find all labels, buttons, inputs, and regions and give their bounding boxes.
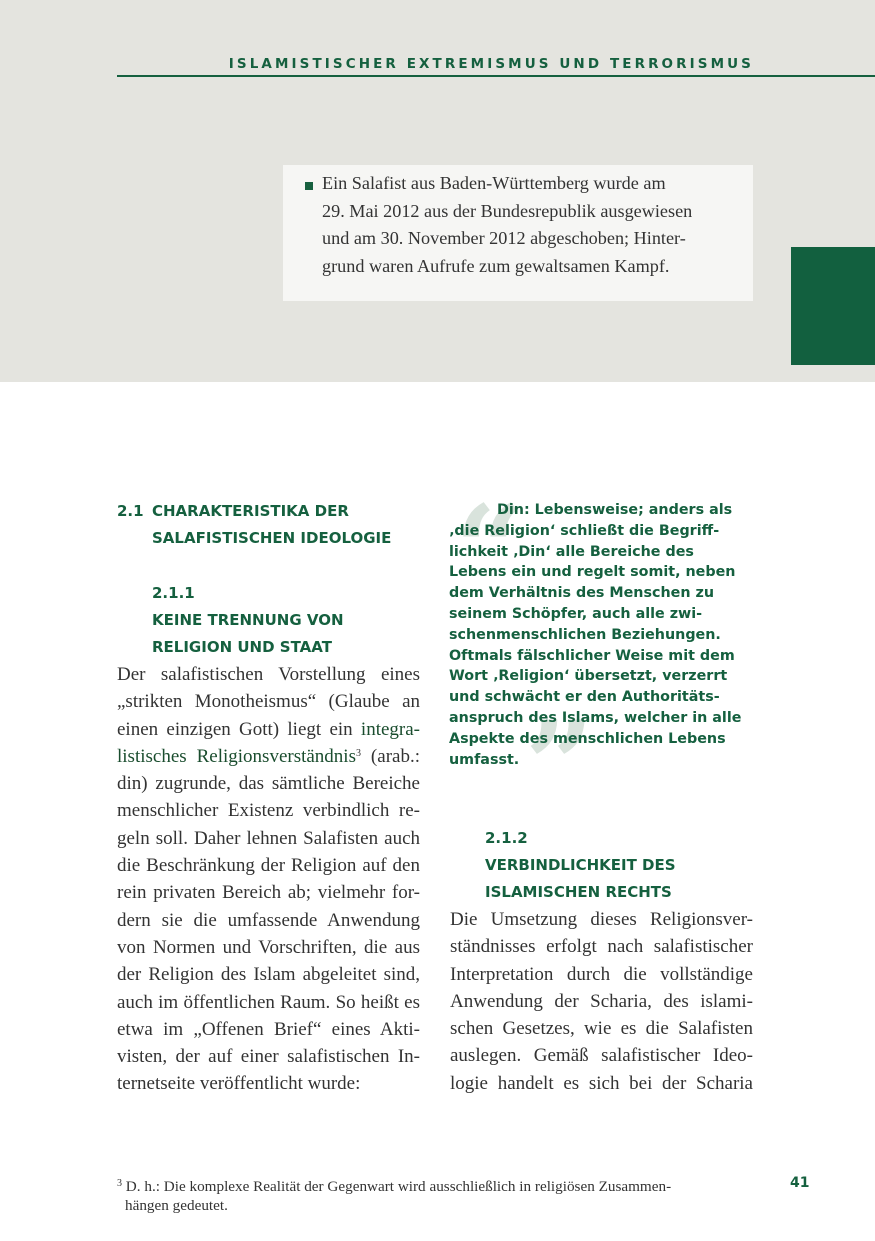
body-line: Die Umsetzung dieses Religionsver-	[450, 909, 753, 930]
right-column-body	[450, 906, 753, 1097]
body-line: menschlicher Existenz verbindlich re-	[117, 800, 420, 822]
body-line: din) zugrunde, das sämtliche Bereiche	[117, 773, 420, 795]
body-line: der Religion des Islam abgeleitet sind,	[117, 964, 420, 986]
section-title-2-1-2-line1: VERBINDLICHKEIT DES	[485, 856, 676, 874]
body-line: visten, der auf einer salafistischen In-	[117, 1046, 420, 1068]
section-title-2-1-line1: CHARAKTERISTIKA DER	[152, 502, 349, 520]
body-line: schen Gesetzes, wie es die Salafisten	[450, 1018, 753, 1040]
quote-line: Aspekte des menschlichen Lebens	[449, 730, 726, 747]
footnote-reference: 3	[355, 747, 361, 759]
quote-line: Oftmals fälschlicher Weise mit dem	[449, 647, 735, 664]
body-line: Der salafistischen Vorstellung eines	[117, 664, 420, 685]
quote-line: Wort ‚Religion‘ übersetzt, verzerrt	[449, 668, 728, 685]
footnote	[117, 1174, 757, 1215]
body-line: „strikten Monotheismus“ (Glaube an	[117, 691, 420, 713]
footnote-line	[117, 1174, 757, 1196]
info-line: 29. Mai 2012 aus der Bundesrepublik ausgewiesen	[322, 200, 693, 221]
body-line: ternetseite veröffentlicht wurde:	[117, 1073, 361, 1095]
quote-line: lichkeit ‚Din‘ alle Bereiche des	[449, 543, 694, 560]
section-number-2-1: 2.1	[117, 502, 144, 520]
quote-line: dem Verhältnis des Menschen zu	[449, 585, 714, 602]
glossary-term: integra-	[360, 718, 420, 740]
body-line: etwa im „Offenen Brief“ eines Akti-	[117, 1018, 420, 1040]
section-title-2-1-1-line2: RELIGION UND STAAT	[152, 638, 332, 656]
quote-line: Lebens ein und regelt somit, neben	[449, 564, 736, 581]
body-line: rein privaten Bereich ab; vielmehr for-	[117, 882, 420, 904]
section-title-2-1-2-line2: ISLAMISCHEN RECHTS	[485, 883, 672, 901]
info-box	[283, 165, 753, 301]
running-header: ISLAMISTISCHER EXTREMISMUS UND TERRORISMUS	[228, 56, 754, 72]
section-title-2-1-line2: SALAFISTISCHEN IDEOLOGIE	[152, 529, 392, 547]
glossary-term: listisches Religionsverständnis	[117, 745, 356, 767]
quote-line: ‚die Religion‘ schließt die Begriff-	[449, 522, 720, 539]
section-title-2-1-1-line1: KEINE TRENNUNG VON	[152, 611, 344, 629]
body-line: ständnisses erfolgt nach salafistischer	[450, 936, 753, 958]
info-line: und am 30. November 2012 abgeschoben; Hinter-	[322, 228, 686, 248]
footnote-line: hängen gedeutet.	[125, 1197, 228, 1214]
quote-line: Din: Lebensweise; anders als	[497, 502, 733, 518]
quote-text	[449, 500, 759, 770]
footnote-text: D. h.: Die komplexe Realität der Gegenwart wird ausschließlich in religiösen Zusammen-	[125, 1178, 672, 1195]
body-line-part: einen einzigen Gott) liegt ein	[117, 718, 361, 740]
quote-line: seinem Schöpfer, auch alle zwi-	[449, 605, 703, 622]
glossary-quote	[449, 479, 759, 836]
body-line: die Beschränkung der Religion auf den	[117, 855, 420, 877]
body-line: auch im öffentlichen Raum. So heißt es	[117, 991, 420, 1013]
open-quote-icon: “	[455, 479, 525, 620]
body-line: Anwendung der Scharia, des islami-	[450, 990, 753, 1012]
header-rule	[117, 75, 875, 77]
quote-line: schenmenschlichen Beziehungen.	[449, 626, 721, 643]
page-number: 41	[790, 1175, 810, 1191]
quote-line: und schwächt er den Authoritäts-	[449, 689, 720, 706]
section-number-2-1-1: 2.1.1	[152, 584, 195, 602]
info-box-text	[322, 170, 738, 280]
body-line	[117, 716, 420, 743]
body-line: logie handelt es sich bei der Scharia	[450, 1072, 753, 1094]
info-line: grund waren Aufrufe zum gewaltsamen Kampf.	[322, 255, 670, 276]
left-column-body	[117, 661, 420, 1098]
info-line: Ein Salafist aus Baden-Württemberg wurde am	[322, 173, 666, 193]
bullet-square-icon	[305, 182, 313, 190]
body-line	[117, 743, 420, 770]
body-line-part: (arab.:	[360, 745, 420, 767]
quote-line: anspruch des Islams, welcher in alle	[449, 709, 742, 726]
chapter-tab-marker	[791, 247, 875, 365]
body-line: dern sie die umfassende Anwendung	[117, 909, 420, 931]
footnote-number: 3	[117, 1178, 122, 1189]
body-line: geln soll. Daher lehnen Salafisten auch	[117, 827, 420, 849]
body-line: von Normen und Vorschriften, die aus	[117, 936, 420, 958]
section-number-2-1-2: 2.1.2	[485, 829, 528, 847]
body-line: Interpretation durch die vollständige	[450, 963, 753, 985]
close-quote-icon: ”	[525, 695, 595, 836]
quote-line: umfasst.	[449, 751, 520, 768]
body-line: auslegen. Gemäß salafistischer Ideo-	[450, 1045, 753, 1067]
